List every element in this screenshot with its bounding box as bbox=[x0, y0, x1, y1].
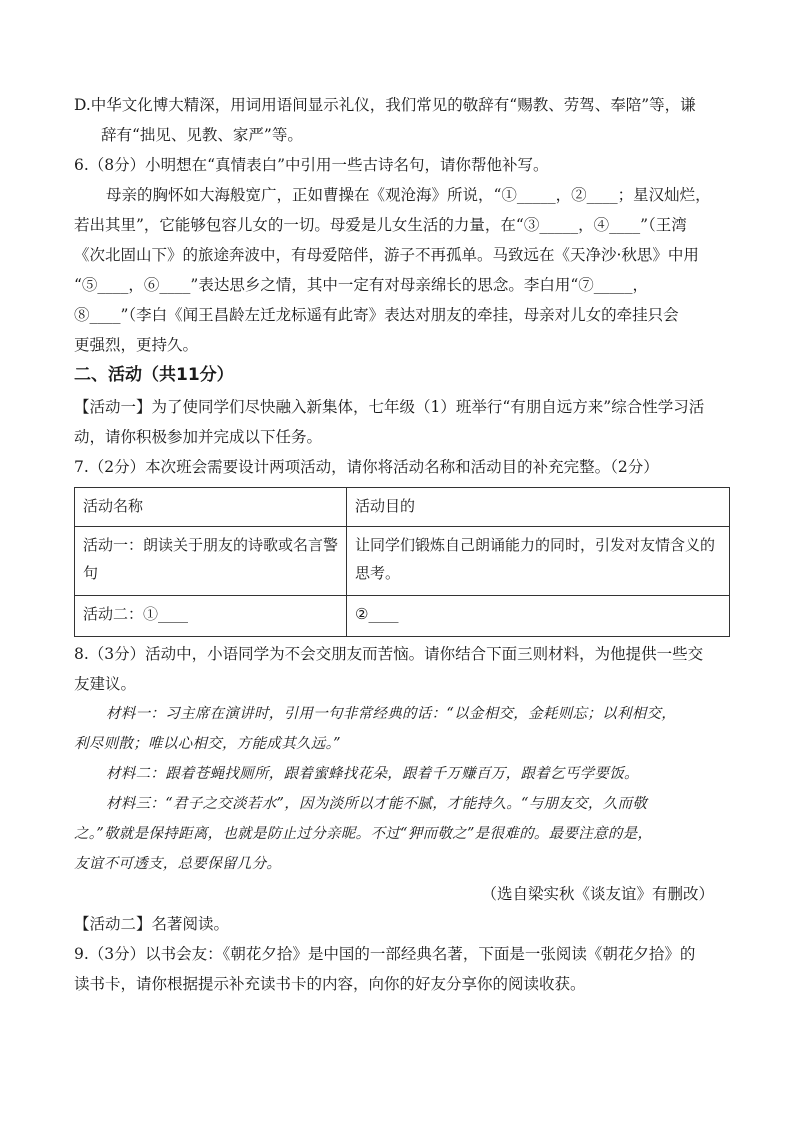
material-3-line3: 友谊不可透支，总要保留几分。 bbox=[74, 856, 282, 872]
material-3-line1: 材料三：“君子之交淡若水”，因为淡所以才能不腻，才能持久。“与朋友交，久而敬 bbox=[106, 796, 648, 812]
activity-table bbox=[74, 487, 730, 637]
activity-1-intro-line1: 【活动一】为了使同学们尽快融入新集体，七年级（1）班举行“有朋自远方来”综合性学习活 bbox=[74, 398, 705, 416]
q6-paragraph-line3: 《次北固山下》的旅途奔波中，有母爱陪伴，游子不再孤单。马致远在《天净沙·秋思》中用 bbox=[74, 246, 699, 264]
activity-2-title: 【活动二】名著阅读。 bbox=[74, 915, 230, 933]
table-cell-activity-2-name[interactable]: 活动二：①____ bbox=[75, 596, 347, 637]
question-9-line1: 9.（3分）以书会友：《朝花夕拾》是中国的一部经典名著，下面是一张阅读《朝花夕拾》的 bbox=[74, 945, 696, 963]
table-header-row bbox=[75, 488, 730, 527]
question-9-line2: 读书卡，请你根据提示补充读书卡的内容，向你的好友分享你的阅读收获。 bbox=[74, 975, 586, 993]
table-header-purpose: 活动目的 bbox=[347, 488, 730, 527]
question-6: 6.（8分）小明想在“真情表白”中引用一些古诗名句，请你帮他补写。 bbox=[74, 156, 549, 174]
question-7: 7.（2分）本次班会需要设计两项活动，请你将活动名称和活动目的补充完整。（2分） bbox=[74, 458, 659, 476]
material-1-line2: 利尽则散；唯以心相交，方能成其久远。” bbox=[74, 736, 341, 752]
table-cell-activity-1-name: 活动一：朗读关于朋友的诗歌或名言警句 bbox=[75, 527, 347, 596]
section-2-title: 二、活动（共11分） bbox=[74, 365, 234, 385]
table-header-name: 活动名称 bbox=[75, 488, 347, 527]
material-1-line1: 材料一：习主席在演讲时，引用一句非常经典的话：“以金相交，金耗则忘；以利相交， bbox=[106, 706, 677, 722]
table-cell-activity-2-purpose[interactable]: ②____ bbox=[347, 596, 730, 637]
material-3-line2: 之。”敬就是保持距离，也就是防止过分亲昵。不过“狎而敬之”是很难的。最要注意的是， bbox=[74, 826, 653, 842]
material-source: （选自梁实秋《谈友谊》有删改） bbox=[481, 885, 714, 903]
table-row bbox=[75, 527, 730, 596]
activity-1-intro-line2: 动，请你积极参加并完成以下任务。 bbox=[74, 428, 323, 446]
q6-paragraph-line5: ⑧____”（李白《闻王昌龄左迁龙标遥有此寄》表达对朋友的牵挂，母亲对儿女的牵挂只会 bbox=[74, 306, 679, 324]
question-8-line2: 友建议。 bbox=[74, 675, 137, 693]
option-d-line2: 辞有“拙见、见教、家严”等。 bbox=[101, 126, 303, 144]
material-2: 材料二：跟着苍蝇找厕所，跟着蜜蜂找花朵，跟着千万赚百万，跟着乞丐学要饭。 bbox=[106, 766, 639, 782]
q6-paragraph-line6: 更强烈，更持久。 bbox=[74, 336, 199, 354]
table-cell-activity-1-purpose: 让同学们锻炼自己朗诵能力的同时，引发对友情含义的思考。 bbox=[347, 527, 730, 596]
q6-paragraph-line1: 母亲的胸怀如大海般宽广，正如曹操在《观沧海》所说，“①_____，②____；星汉灿烂， bbox=[106, 186, 711, 204]
q6-paragraph-line2: 若出其里”，它能够包容儿女的一切。母爱是儿女生活的力量，在“③_____，④____”（王湾 bbox=[74, 216, 687, 234]
exam-page bbox=[74, 92, 730, 998]
option-d-line1: D.中华文化博大精深，用词用语间显示礼仪，我们常见的敬辞有“赐教、劳驾、奉陪”等，谦 bbox=[74, 96, 696, 114]
table-row bbox=[75, 596, 730, 637]
question-8-line1: 8.（3分）活动中，小语同学为不会交朋友而苦恼。请你结合下面三则材料，为他提供一些交 bbox=[74, 645, 704, 663]
q6-paragraph-line4: “⑤____，⑥____”表达思乡之情，其中一定有对母亲绵长的思念。李白用“⑦_____， bbox=[74, 276, 649, 294]
